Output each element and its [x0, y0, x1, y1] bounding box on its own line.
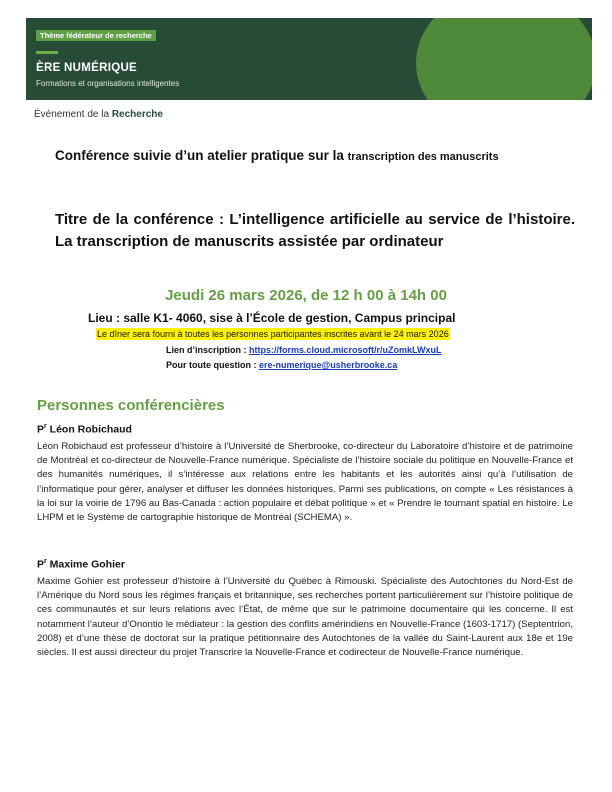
speakers-section-title: Personnes conférencières — [37, 397, 225, 414]
conference-heading — [55, 146, 575, 167]
conference-title: Titre de la conférence : L’intelligence artificielle au service de l’histoire. La transcription de manuscrits assistée par ordinateur — [55, 211, 575, 250]
speaker-name-text: Léon Robichaud — [46, 423, 132, 436]
lunch-notice: Le dîner sera fourni à toutes les personnes participantes inscrites avant le 24 mars 2026 — [97, 329, 449, 339]
banner-title: ÈRE NUMÉRIQUE — [36, 62, 138, 74]
speaker-bio: Maxime Gohier est professeur d’histoire à l’Université du Québec à Rimouski. Spécialiste des Autochtones du Nord-Est de l’Amérique du Nord sous les régimes français et britannique, ses recherches portent particulièrement sur l’histoire politique de ces communautés et sur leurs relations avec l’État, de même que sur le patrimoine documentaire qui les concerne. Il est notamment l’auteur d’Onontio le médiateur : la gestion des conflits amérindiens en Nouvelle-France (1603-1717) (Septentrion, 2008) et d’une thèse de doctorat sur la pratique pétitionnaire des Autochtones de la vallée du Saint-Laurent aux 18e et 19e siècles. Il est aussi directeur du projet Transcrire la Nouvelle-France et codirecteur de Nouvelle-France numérique. — [37, 576, 573, 659]
speaker-title-prefix: P — [37, 423, 45, 436]
header-banner — [26, 18, 592, 100]
speaker-title-prefix: P — [37, 558, 45, 571]
event-label-bold: Recherche — [111, 109, 163, 120]
registration-line — [166, 345, 442, 355]
contact-line — [166, 360, 397, 370]
contact-email-link[interactable]: ere-numerique@usherbrooke.ca — [259, 360, 398, 370]
event-location: Lieu : salle K1- 4060, sise à l’École de gestion, Campus principal — [88, 311, 456, 325]
banner-decoration-circle — [416, 18, 592, 100]
contact-label: Pour toute question : — [166, 360, 259, 370]
registration-link[interactable]: https://forms.cloud.microsoft/r/uZomkLWxuL — [249, 345, 442, 355]
event-label-prefix: Événement de la — [34, 109, 112, 120]
registration-label: Lien d’inscription : — [166, 345, 249, 355]
event-date: Jeudi 26 mars 2026, de 12 h 00 à 14h 00 — [165, 287, 447, 304]
heading-part1: Conférence suivie d’un atelier pratique sur la — [55, 148, 348, 163]
heading-part2: transcription des manuscrits — [347, 151, 499, 163]
speaker-name-text: Maxime Gohier — [46, 558, 125, 571]
speaker-bio: Léon Robichaud est professeur d’histoire à l’Université de Sherbrooke, co-directeur du Laboratoire d’histoire et de patrimoine de Montréal et co-directeur de Nouvelle-France numérique. Spécialiste de l’histoire sociale du politique en Nouvelle-France et des humanités numériques, il s’intéresse aux relations entre les habitants et les autorités ainsi qu’à l’utilisation de l’informatique pour gérer, analyser et diffuser les données historiques. Parmi ses publications, on compte « Les résistances à la loi sur la voirie de 1796 au Bas-Canada : action populaire et débat politique » et « Prendre le tournant spatial en histoire. Le LHPM et le Système de cartographie historique de Montréal (SCHEMA) ». — [37, 441, 573, 524]
speaker-title-sup: r — [44, 423, 47, 430]
theme-tag: Thème fédérateur de recherche — [36, 30, 156, 41]
speaker-name — [37, 558, 125, 571]
event-label — [34, 109, 163, 120]
speaker-title-sup: r — [44, 558, 47, 565]
banner-subtitle: Formations et organisations intelligentes — [36, 79, 180, 88]
speaker-name — [37, 423, 132, 436]
banner-accent-line — [36, 51, 58, 54]
